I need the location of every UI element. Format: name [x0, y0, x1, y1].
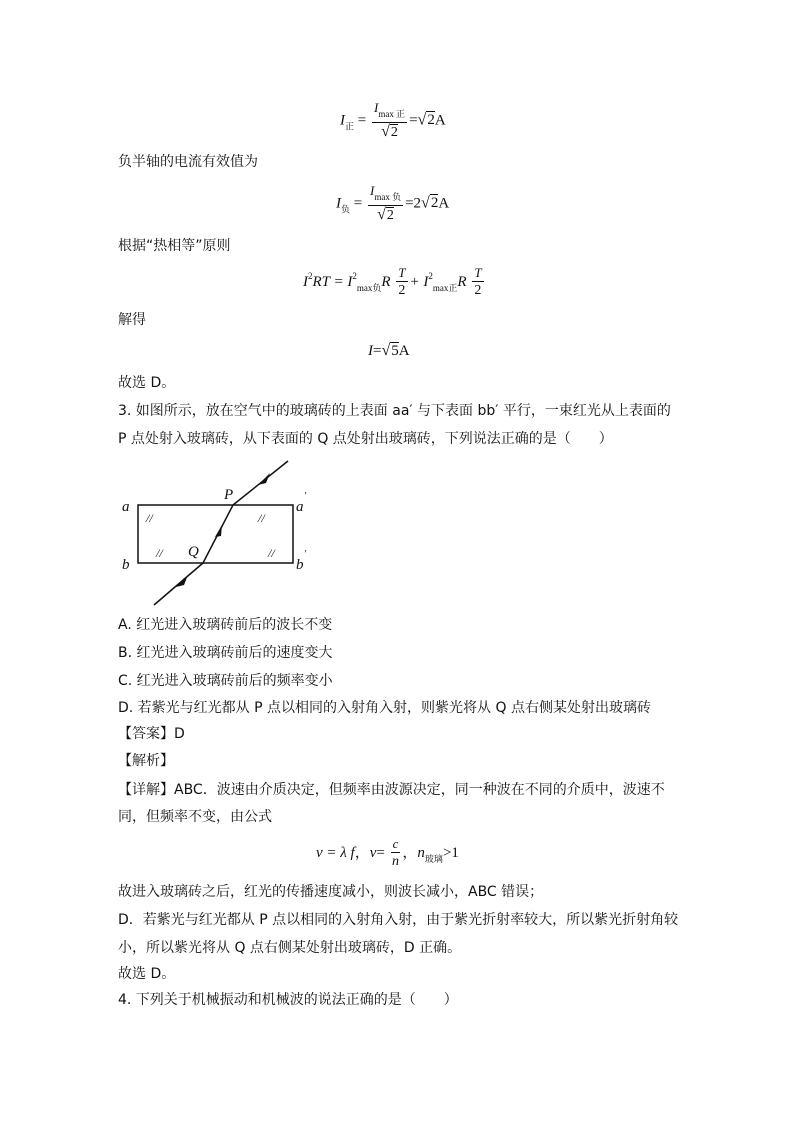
emergent-ray	[154, 563, 203, 605]
option-c: C. 红光进入玻璃砖前后的频率变小	[118, 673, 333, 689]
fraction-numerator: T	[398, 265, 406, 280]
formula-symbol: v	[369, 844, 377, 861]
hatch-mark: //	[268, 546, 275, 560]
option-d: D. 若紫光与红光都从 P 点以相同的入射角入射，则紫光将从 Q 点右侧某处射出玻璃砖	[118, 700, 651, 716]
arrow-icon	[258, 473, 270, 485]
formula-radicand: 2	[427, 112, 435, 129]
fraction-numerator: T	[474, 265, 482, 280]
label-a-prime: a	[296, 499, 304, 515]
text-heat-principle: 根据“热相等”原则	[118, 238, 231, 254]
formula-symbol: R	[381, 273, 391, 290]
formula-separator: ，	[402, 844, 418, 861]
fraction: $\frac{I_{max 负}}{√2}$	[369, 183, 402, 223]
text-neg-half: 负半轴的电流有效值为	[118, 154, 258, 170]
formula-symbol: I	[340, 112, 345, 129]
text-choose-2: 故选 D。	[118, 966, 176, 982]
detail-line-5: 小，所以紫光将从 Q 点右侧某处射出玻璃砖，D 正确。	[118, 940, 462, 956]
formula-superscript: 2	[308, 270, 313, 281]
fraction-denominator: 2	[398, 283, 406, 298]
formula-equals: =	[409, 112, 418, 129]
fraction-denominator: n	[392, 854, 400, 869]
hatch-mark: //	[146, 511, 153, 525]
label-b-prime: b	[296, 557, 304, 573]
formula-superscript: 2	[352, 270, 357, 281]
formula-unit: A	[434, 112, 446, 129]
formula-radicand: 2	[430, 195, 439, 212]
answer: 【答案】D	[118, 726, 185, 742]
formula-text: + I	[409, 273, 429, 290]
formula-text: >1	[442, 844, 459, 861]
fraction	[396, 265, 407, 300]
formula-coefficient: =2	[405, 195, 422, 212]
formula-symbol: I	[336, 195, 341, 212]
formula-i-negative: $I_负$ = $\frac{I_{max 负}}{√2}$ =2√2A	[336, 183, 450, 223]
formula-unit: A	[438, 195, 450, 212]
prime-mark: '	[304, 549, 307, 560]
formula-equals: =	[373, 343, 382, 359]
text-solve: 解得	[118, 312, 146, 328]
formula-superscript: 2	[428, 270, 433, 281]
hatch-mark: //	[156, 546, 163, 560]
formula-subscript: max正	[432, 282, 458, 293]
formula-text: = λ f	[326, 844, 355, 861]
fraction-denominator: 2	[474, 283, 482, 298]
formula-symbol: I	[373, 100, 379, 115]
formula-i-positive: $I_正$ = $\frac{I_{max 正}}{√2}$ =√2A	[340, 100, 446, 140]
label-q: Q	[188, 544, 199, 560]
label-b: b	[122, 557, 130, 573]
hatch-mark: //	[258, 511, 265, 525]
analysis-heading: 【解析】	[118, 753, 174, 769]
formula-text: RT = I	[312, 273, 353, 290]
prime-mark: '	[304, 491, 307, 502]
fraction: $\frac{I_{max 正}}{√2}$	[373, 100, 406, 140]
formula-unit: A	[398, 343, 410, 359]
glass-brick-diagram	[118, 455, 338, 615]
formula-subscript: 正	[345, 121, 355, 132]
label-p: P	[224, 487, 234, 503]
detail-line-1: 【详解】ABC．波速由介质决定，但频率由波源决定，同一种波在不同的介质中，波速不	[118, 782, 665, 798]
formula-radicand: 2	[390, 125, 398, 140]
option-a: A. 红光进入玻璃砖前后的波长不变	[118, 617, 333, 633]
option-b: B. 红光进入玻璃砖前后的速度变大	[118, 645, 333, 661]
fraction	[391, 836, 401, 871]
formula-subscript: 玻璃	[424, 853, 443, 864]
question-3-line-2: P 点处射入玻璃砖，从下表面的 Q 点处射出玻璃砖，下列说法正确的是（ ）	[118, 431, 613, 447]
formula-radicand: 5	[391, 343, 399, 359]
formula-equals: =	[376, 844, 385, 861]
formula-subscript: max 负	[374, 192, 402, 202]
formula-subscript: 负	[341, 204, 351, 215]
fraction-numerator: c	[392, 836, 399, 851]
formula-symbol: R	[457, 273, 467, 290]
formula-symbol: n	[417, 844, 425, 861]
label-a: a	[122, 499, 130, 515]
formula-separator: ，	[354, 844, 370, 861]
formula-wave-speed	[316, 836, 459, 871]
formula-symbol: I	[303, 273, 308, 290]
formula-subscript: max负	[356, 282, 382, 293]
formula-symbol: v	[316, 844, 323, 861]
fraction	[472, 265, 483, 300]
formula-radicand: 2	[386, 208, 394, 223]
formula-i-result: I=√5A	[368, 342, 410, 359]
formula-subscript: max 正	[378, 109, 406, 119]
text-choose-1: 故选 D。	[118, 375, 176, 391]
question-4: 4. 下列关于机械振动和机械波的说法正确的是（ ）	[118, 992, 458, 1008]
formula-symbol: I	[369, 183, 375, 198]
detail-line-3: 故进入玻璃砖之后，红光的传播速度减小，则波长减小，ABC 错误；	[118, 884, 544, 900]
formula-symbol: I	[368, 343, 373, 359]
formula-heat-equal	[303, 265, 486, 300]
detail-line-2: 同，但频率不变，由公式	[118, 809, 272, 825]
detail-line-4: D．若紫光与红光都从 P 点以相同的入射角入射，由于紫光折射率较大，所以紫光折射角较	[118, 912, 679, 928]
question-3-line-1: 3. 如图所示，放在空气中的玻璃砖的上表面 aa′ 与下表面 bb′ 平行，一束红光从上表面的	[118, 403, 671, 419]
